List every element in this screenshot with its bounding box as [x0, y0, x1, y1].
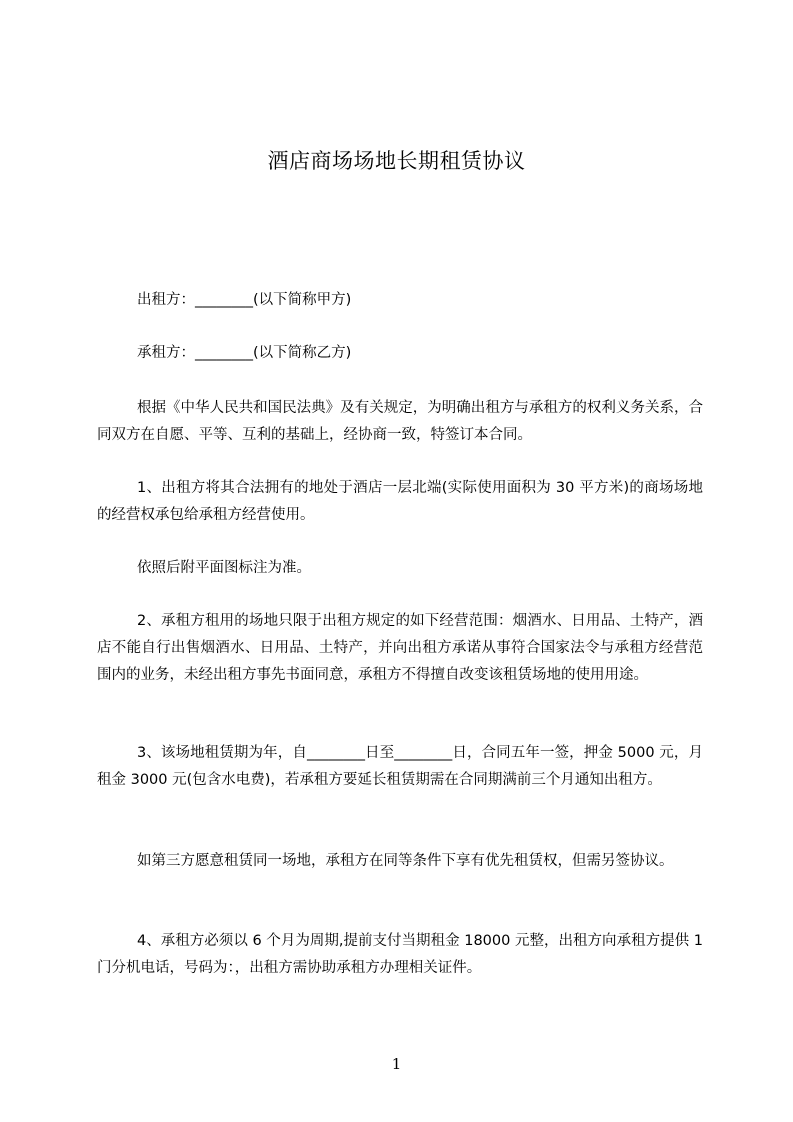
- page-title: 酒店商场场地长期租赁协议: [267, 149, 526, 173]
- clause-2-paragraph: 2、承租方租用的场地只限于出租方规定的如下经营范围：烟酒水、日用品、土特产，酒店不能自行出售烟酒水、日用品、土特产，并向出租方承诺从事符合国家法令与承租方经营范围内的业务，未经出租方事先书面同意，承租方不得擅自改变该租赁场地的使用用途。: [97, 613, 703, 683]
- third-party-paragraph: 如第三方愿意租赁同一场地，承租方在同等条件下享有优先租赁权，但需另签协议。: [137, 853, 674, 869]
- preamble-paragraph: 根据《中华人民共和国民法典》及有关规定，为明确出租方与承租方的权利义务关系，合同双方在自愿、平等、互利的基础上，经协商一致，特签订本合同。: [97, 400, 703, 443]
- page-number: 1: [391, 1055, 402, 1073]
- clause-4-paragraph: 4、承租方必须以 6 个月为周期,提前支付当期租金 18000 元整，出租方向承租方提供 1 门分机电话，号码为：，出租方需协助承租方办理相关证件。: [97, 933, 703, 976]
- floor-plan-note: 依照后附平面图标注为准。: [137, 560, 311, 576]
- lessee-line: 承租方：________(以下简称乙方): [137, 345, 352, 361]
- clause-3-paragraph: 3、该场地租赁期为年，自________日至________日，合同五年一签，押金 5000 元，月租金 3000 元(包含水电费)，若承租方要延长租赁期需在合同期满前三个月通知出租方。: [97, 745, 703, 788]
- clause-1-paragraph: 1、出租方将其合法拥有的地处于酒店一层北端(实际使用面积为 30 平方米)的商场场地的经营权承包给承租方经营使用。: [97, 480, 703, 523]
- lessor-line: 出租方：________(以下简称甲方): [137, 292, 352, 308]
